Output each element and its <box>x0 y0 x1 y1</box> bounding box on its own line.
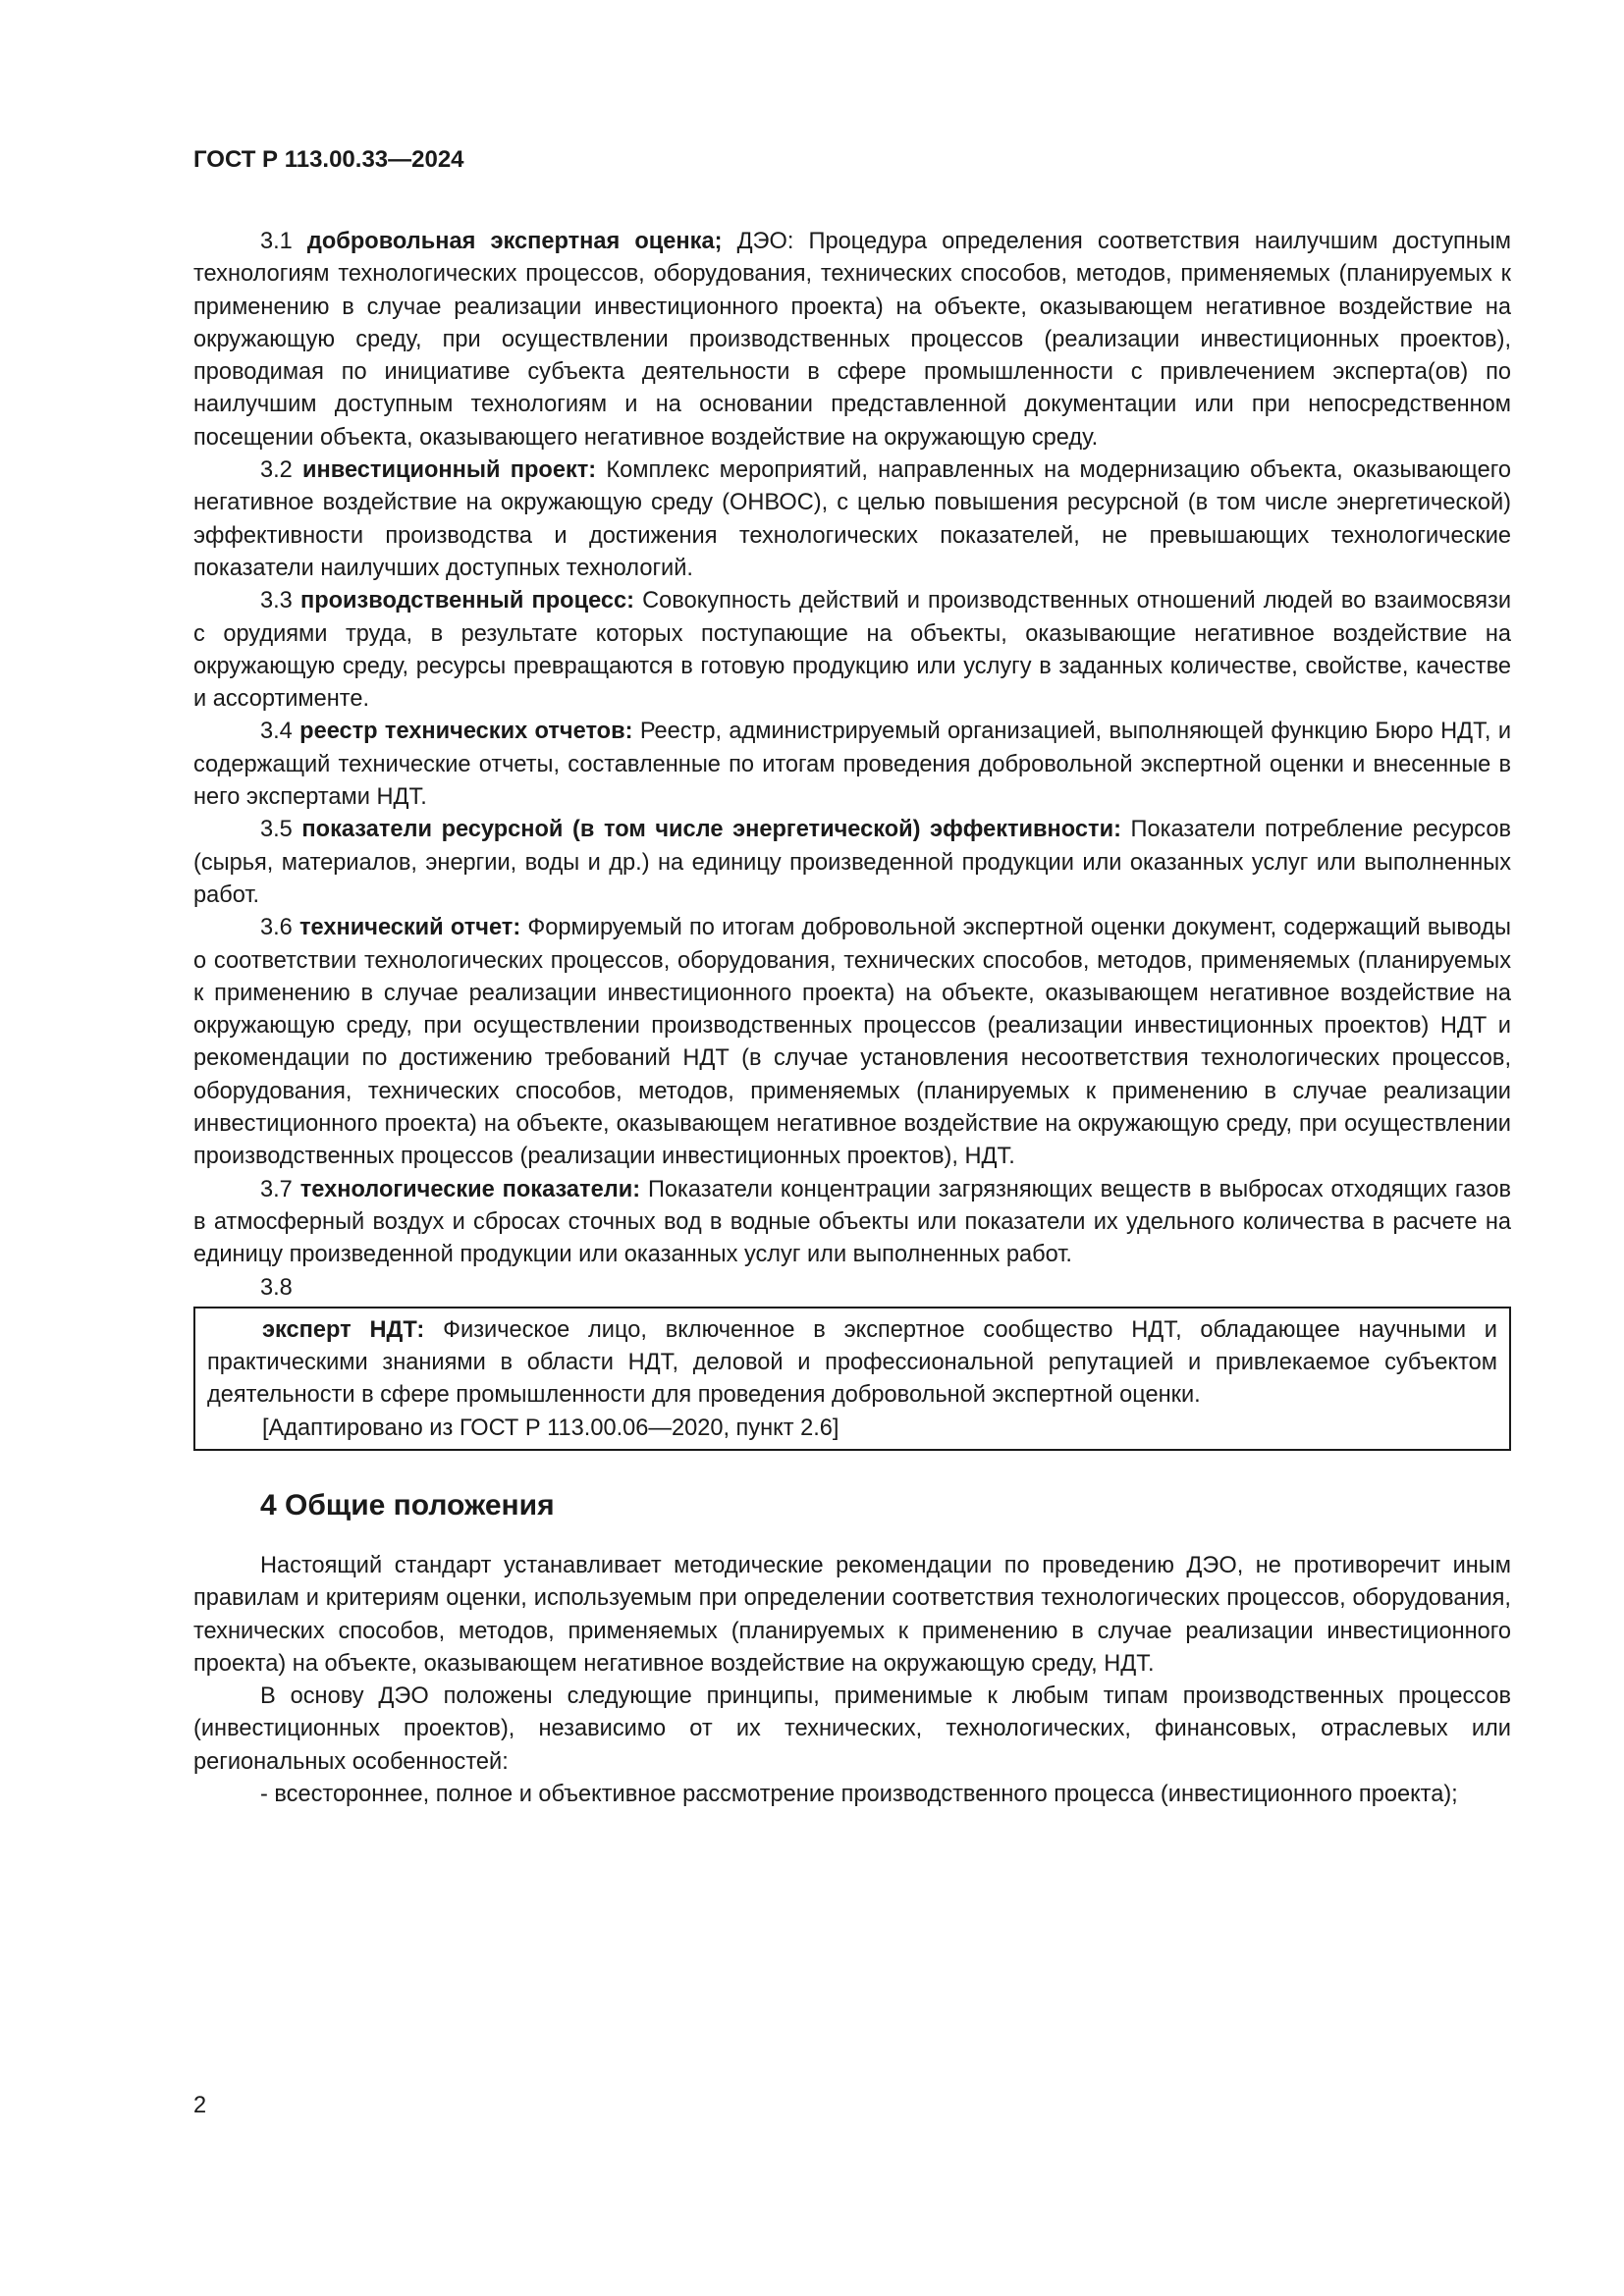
definition-3-8-number: 3.8 <box>260 1274 293 1301</box>
definition-number: 3.2 <box>260 457 293 484</box>
definition-3-4 <box>193 716 1511 814</box>
section-list-item: - всестороннее, полное и объективное рассмотрение производственного процесса (инвестиционного проекта); <box>260 1782 1458 1808</box>
definition-3-6 <box>193 912 1511 1173</box>
definition-3-2 <box>193 454 1511 585</box>
definition-term: реестр технических отчетов: <box>299 719 633 745</box>
definition-number: 3.5 <box>260 817 293 843</box>
definition-term: технологические показатели: <box>299 1176 641 1202</box>
document-page <box>193 145 1511 1811</box>
definition-text: ДЭО: Процедура определения соответствия наилучшим доступным технологиям технологических процессов, оборудования, технических способов, методов, применяемых (планируемых к применению в случае реализации инвестиционного проекта) на объекте, оказывающем негативное воздействие на окружающую среду, при осуществлении производственных процессов (реализации инвестиционных проектов), проводимая по инициативе субъекта деятельности в сфере промышленности с привлечением эксперта(ов) по наилучшим доступным технологиям и на основании представленной документации или при непосредственном посещении объекта, оказывающего негативное воздействие на окружающую среду. <box>193 229 1511 451</box>
definition-number: 3.7 <box>260 1176 293 1202</box>
definition-text: Формируемый по итогам добровольной экспертной оценки документ, содержащий выводы о соответствии технологических процессов, оборудования, технических способов, методов, применяемых (планируемых к применению в случае реализации инвестиционного проекта) на объекте, оказывающем негативное воздействие на окружающую среду, при осуществлении производственных процессов (реализации инвестиционных проектов) НДТ и рекомендации по достижению требований НДТ (в случае установления несоответствия технологических процессов, оборудования, технических способов, методов, применяемых (планируемых к применению в случае реализации инвестиционного проекта) на объекте, оказывающем негативное воздействие на окружающую среду, при осуществлении производственных процессов (реализации инвестиционных проектов), НДТ. <box>193 915 1511 1170</box>
section-paragraph: Настоящий стандарт устанавливает методические рекомендации по проведению ДЭО, не противоречит иным правилам и критериям оценки, используемым при определении соответствия технологических процессов, оборудования, технических способов, методов, применяемых (планируемых к применению в случае реализации инвестиционного проекта) на объекте, оказывающем негативное воздействие на окружающую среду, НДТ. <box>193 1552 1511 1677</box>
definition-3-3 <box>193 585 1511 716</box>
definition-term: эксперт НДТ: <box>262 1316 425 1343</box>
definition-number: 3.4 <box>260 719 293 745</box>
boxed-definition <box>193 1307 1511 1451</box>
definition-text: Показатели концентрации загрязняющих веществ в выбросах отходящих газов в атмосферный воздух и сбросах сточных вод в водные объекты или показатели их удельного количества в расчете на единицу произведенной продукции или оказанных услуг или выполненных работ. <box>193 1176 1512 1268</box>
definition-term: технический отчет: <box>299 915 521 941</box>
definition-number: 3.6 <box>260 915 293 941</box>
section-paragraph: В основу ДЭО положены следующие принципы, применимые к любым типам производственных процессов (инвестиционных проектов), независимо от их технических, технологических, финансовых, отраслевых или региональных особенностей: <box>193 1683 1511 1775</box>
definition-3-8 <box>207 1314 1497 1413</box>
definition-3-1 <box>193 226 1511 454</box>
definition-term: инвестиционный проект: <box>302 457 597 484</box>
definition-term: производственный процесс: <box>299 588 634 614</box>
definition-source: [Адаптировано из ГОСТ Р 113.00.06—2020, пункт 2.6] <box>262 1415 839 1441</box>
section-heading: 4 Общие положения <box>260 1488 555 1522</box>
definition-3-7 <box>193 1174 1511 1272</box>
definition-term: добровольная экспертная оценка; <box>306 229 723 254</box>
definition-text: Совокупность действий и производственных отношений людей во взаимосвязи с орудиями труда, в результате которых поступающие на объекты, оказывающие негативное воздействие на окружающую среду, ресурсы превращаются в готовую продукцию или услугу в заданных количестве, свойстве, качестве и ассортименте. <box>193 588 1511 713</box>
definition-text: Физическое лицо, включенное в экспертное сообщество НДТ, обладающее научными и практическими знаниями в области НДТ, деловой и профессиональной репутацией и привлекаемое субъектом деятельности в сфере промышленности для проведения добровольной экспертной оценки. <box>207 1316 1497 1409</box>
definition-text: Реестр, администрируемый организацией, выполняющей функцию Бюро НДТ, и содержащий технические отчеты, составленные по итогам проведения добровольной экспертной оценки и внесенные в него экспертами НДТ. <box>193 719 1512 811</box>
definition-text: Показатели потребление ресурсов (сырья, материалов, энергии, воды и др.) на единицу произведенной продукции или оказанных услуг или выполненных работ. <box>193 817 1511 908</box>
definition-text: Комплекс мероприятий, направленных на модернизацию объекта, оказывающего негативное воздействие на окружающую среду (ОНВОС), с целью повышения ресурсной (в том числе энергетической) эффективности производства и достижения технологических показателей, не превышающих технологические показатели наилучших доступных технологий. <box>193 457 1511 581</box>
definition-3-5 <box>193 814 1511 912</box>
definition-number: 3.3 <box>260 588 293 614</box>
definition-number: 3.1 <box>260 229 293 254</box>
page-number: 2 <box>193 2093 207 2118</box>
document-code: ГОСТ Р 113.00.33—2024 <box>193 146 464 173</box>
definition-term: показатели ресурсной (в том числе энергетической) эффективности: <box>301 817 1121 843</box>
